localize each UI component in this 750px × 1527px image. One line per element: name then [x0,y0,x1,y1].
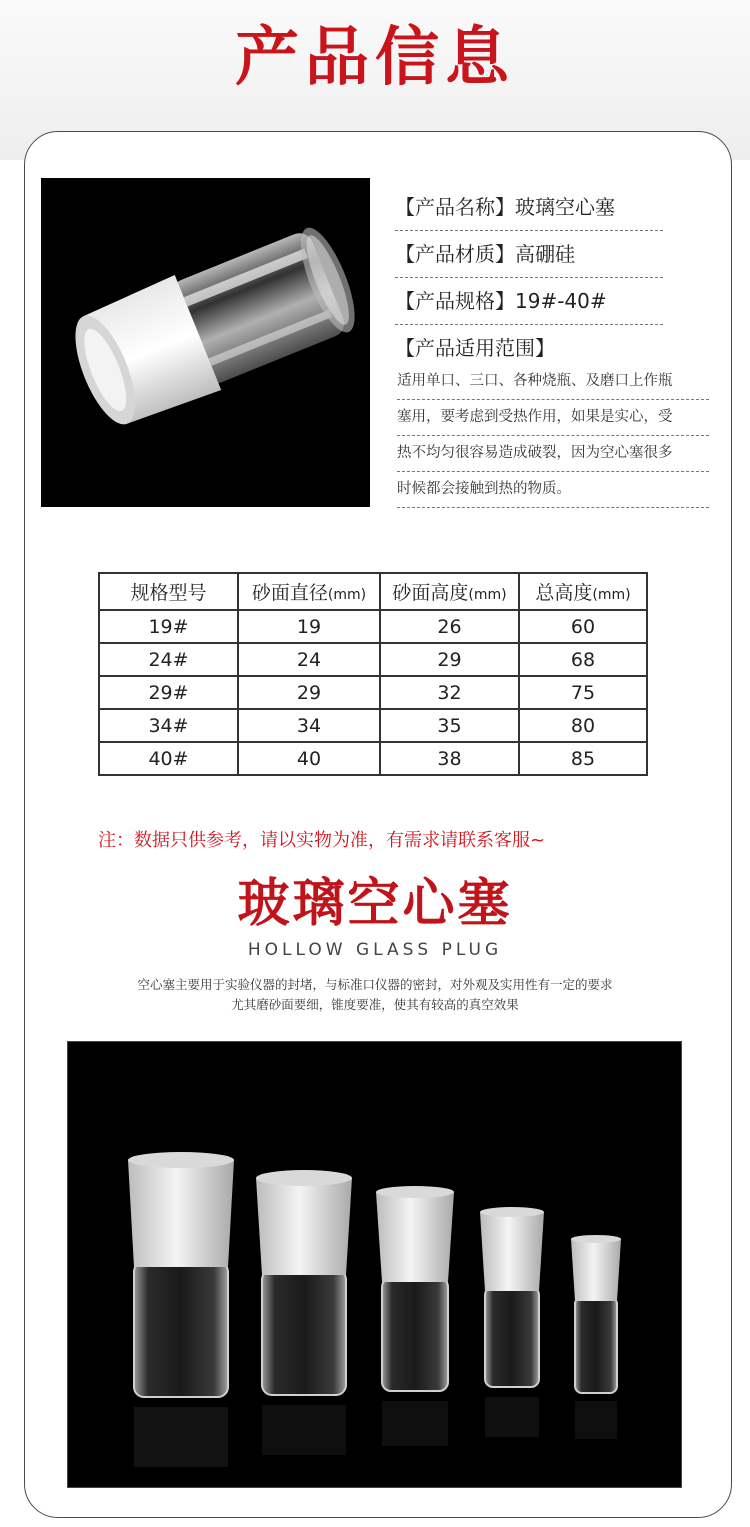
table-cell: 29# [99,676,238,709]
table-header: 砂面直径(mm) [238,573,380,610]
stopper-19 [571,1235,621,1439]
product-usage-label: 【产品适用范围】 [395,336,555,360]
table-header: 砂面高度(mm) [380,573,519,610]
table-header-row [99,573,647,610]
product-lineup-photo [67,1041,682,1488]
table-cell: 35 [380,709,519,742]
table-header: 规格型号 [99,573,238,610]
table-row [99,643,647,676]
table-cell: 29 [380,643,519,676]
table-header: 总高度(mm) [519,573,647,610]
table-cell: 68 [519,643,647,676]
product-spec: 【产品规格】19#-40# [395,284,663,325]
product-usage-description [397,364,709,508]
section-subtitle: HOLLOW GLASS PLUG [247,940,503,960]
table-cell: 19 [238,610,380,643]
product-info [395,190,663,367]
table-cell: 40# [99,742,238,775]
table-cell: 85 [519,742,647,775]
intro-line: 空心塞主要用于实验仪器的封堵，与标准口仪器的密封，对外观及实用性有一定的要求 [137,977,613,992]
table-cell: 19# [99,610,238,643]
table-cell: 80 [519,709,647,742]
product-material: 【产品材质】高硼硅 [395,237,663,278]
spec-table [98,572,648,776]
table-cell: 38 [380,742,519,775]
table-cell: 40 [238,742,380,775]
usage-line: 适用单口、三口、各种烧瓶、及磨口上作瓶 [397,364,709,400]
table-cell: 24 [238,643,380,676]
section-intro [0,975,750,1015]
stopper-34 [256,1170,352,1455]
table-cell: 29 [238,676,380,709]
page-title: 产品信息 [235,21,515,95]
table-row [99,709,647,742]
stopper-29 [376,1186,454,1446]
intro-line: 尤其磨砂面要细，锥度要准，使其有较高的真空效果 [231,997,519,1012]
section-title: 玻璃空心塞 [237,874,513,934]
product-photo [41,178,370,507]
stopper-40 [128,1152,234,1467]
table-cell: 75 [519,676,647,709]
table-cell: 24# [99,643,238,676]
stoppers-lineup-image [68,1042,680,1486]
usage-line: 时候都会接触到热的物质。 [397,472,709,508]
glass-stopper-image [41,178,370,507]
table-cell: 32 [380,676,519,709]
usage-line: 热不均匀很容易造成破裂，因为空心塞很多 [397,436,709,472]
product-name: 【产品名称】玻璃空心塞 [395,190,663,231]
table-cell: 34 [238,709,380,742]
table-row [99,676,647,709]
table-cell: 60 [519,610,647,643]
stopper-24 [480,1207,544,1437]
table-row [99,610,647,643]
table-cell: 26 [380,610,519,643]
table-cell: 34# [99,709,238,742]
usage-line: 塞用，要考虑到受热作用，如果是实心，受 [397,400,709,436]
table-row [99,742,647,775]
disclaimer-note: 注：数据只供参考，请以实物为准，有需求请联系客服~ [98,830,546,851]
